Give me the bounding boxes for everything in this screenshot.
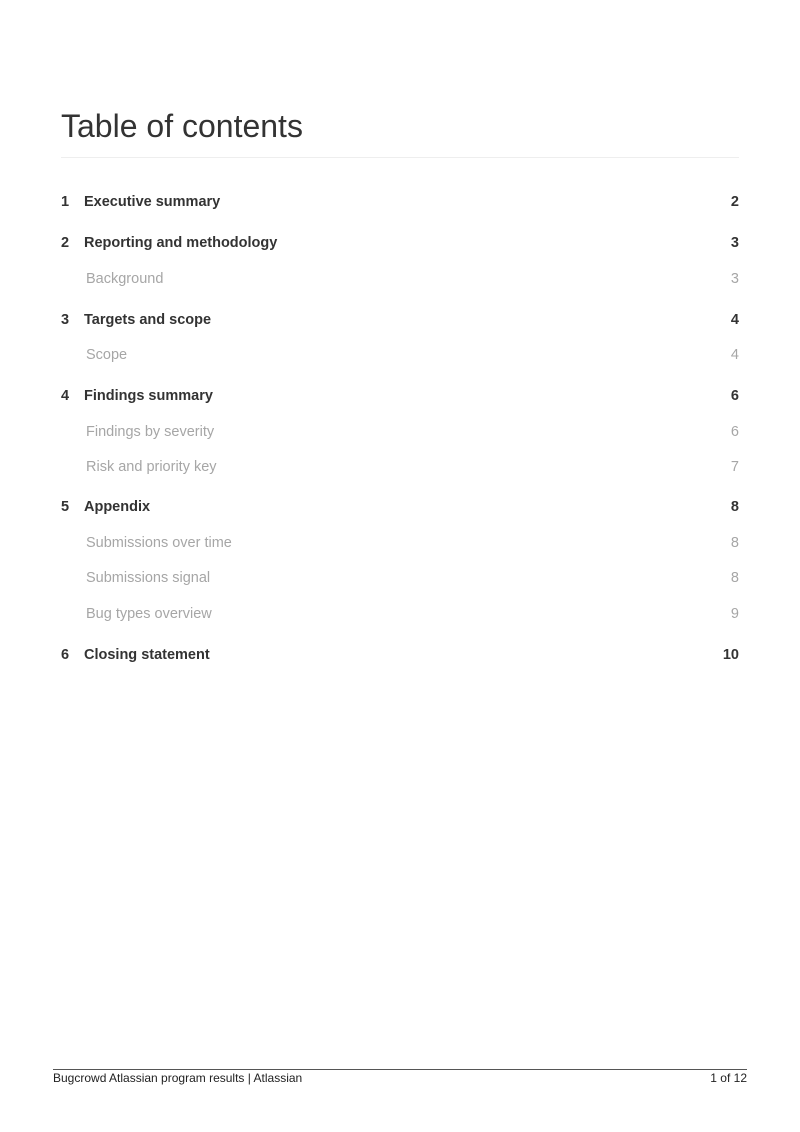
toc-entry-label: Bug types overview — [86, 606, 212, 622]
toc-entry-number: 4 — [61, 388, 70, 404]
toc-entry-label: Scope — [86, 347, 128, 363]
toc-entry-page: 10 — [722, 647, 739, 663]
toc-entry-page: 2 — [730, 194, 739, 210]
toc-entry-label: Findings summary — [84, 388, 213, 404]
toc-entry-page: 7 — [730, 459, 739, 475]
toc-entry-number: 6 — [61, 647, 70, 663]
toc-entry-page: 9 — [730, 606, 739, 622]
toc-subentry-findings-by-severity[interactable] — [61, 421, 739, 443]
toc-subentry-submissions-signal[interactable] — [61, 567, 739, 589]
toc-entry-page: 6 — [730, 424, 739, 440]
toc-entry-label: Appendix — [84, 499, 151, 515]
toc-entry-number: 3 — [61, 312, 70, 328]
footer-document-title: Bugcrowd Atlassian program results | Atlassian — [53, 1071, 303, 1085]
toc-entry-executive-summary[interactable] — [61, 191, 739, 213]
page-title: Table of contents — [61, 108, 303, 144]
toc-entry-page: 3 — [730, 235, 739, 251]
toc-entry-page: 8 — [730, 535, 739, 551]
toc-entry-number: 1 — [61, 194, 70, 210]
toc-entry-label: Submissions over time — [86, 535, 232, 551]
toc-entry-page: 4 — [730, 347, 739, 363]
toc-entry-page: 3 — [730, 271, 739, 287]
toc-entry-label: Closing statement — [84, 647, 210, 663]
toc-entry-appendix[interactable] — [61, 496, 739, 518]
toc-entry-page: 8 — [730, 499, 739, 515]
toc-entry-label: Risk and priority key — [86, 459, 217, 475]
toc-entry-page: 8 — [730, 570, 739, 586]
toc-entry-label: Background — [86, 271, 164, 287]
toc-entry-label: Submissions signal — [86, 570, 211, 586]
toc-entry-label: Executive summary — [84, 194, 221, 210]
toc-entry-findings-summary[interactable] — [61, 385, 739, 407]
toc-subentry-bug-types-overview[interactable] — [61, 603, 739, 625]
footer-page-indicator: 1 of 12 — [710, 1071, 747, 1085]
toc-entry-page: 6 — [730, 388, 739, 404]
toc-entry-closing-statement[interactable] — [61, 644, 739, 666]
toc-entry-label: Reporting and methodology — [84, 235, 278, 251]
toc-entry-label: Targets and scope — [84, 312, 212, 328]
footer-divider — [53, 1069, 747, 1070]
toc-entry-reporting-and-methodology[interactable] — [61, 232, 739, 254]
toc-subentry-scope[interactable] — [61, 344, 739, 366]
toc-subentry-submissions-over-time[interactable] — [61, 532, 739, 554]
toc-entry-page: 4 — [730, 312, 739, 328]
toc-subentry-risk-and-priority-key[interactable] — [61, 456, 739, 478]
toc-entry-number: 5 — [61, 499, 70, 515]
toc-entry-number: 2 — [61, 235, 70, 251]
table-of-contents — [61, 0, 739, 700]
toc-entry-label: Findings by severity — [86, 424, 215, 440]
toc-entry-targets-and-scope[interactable] — [61, 309, 739, 331]
toc-subentry-background[interactable] — [61, 268, 739, 290]
